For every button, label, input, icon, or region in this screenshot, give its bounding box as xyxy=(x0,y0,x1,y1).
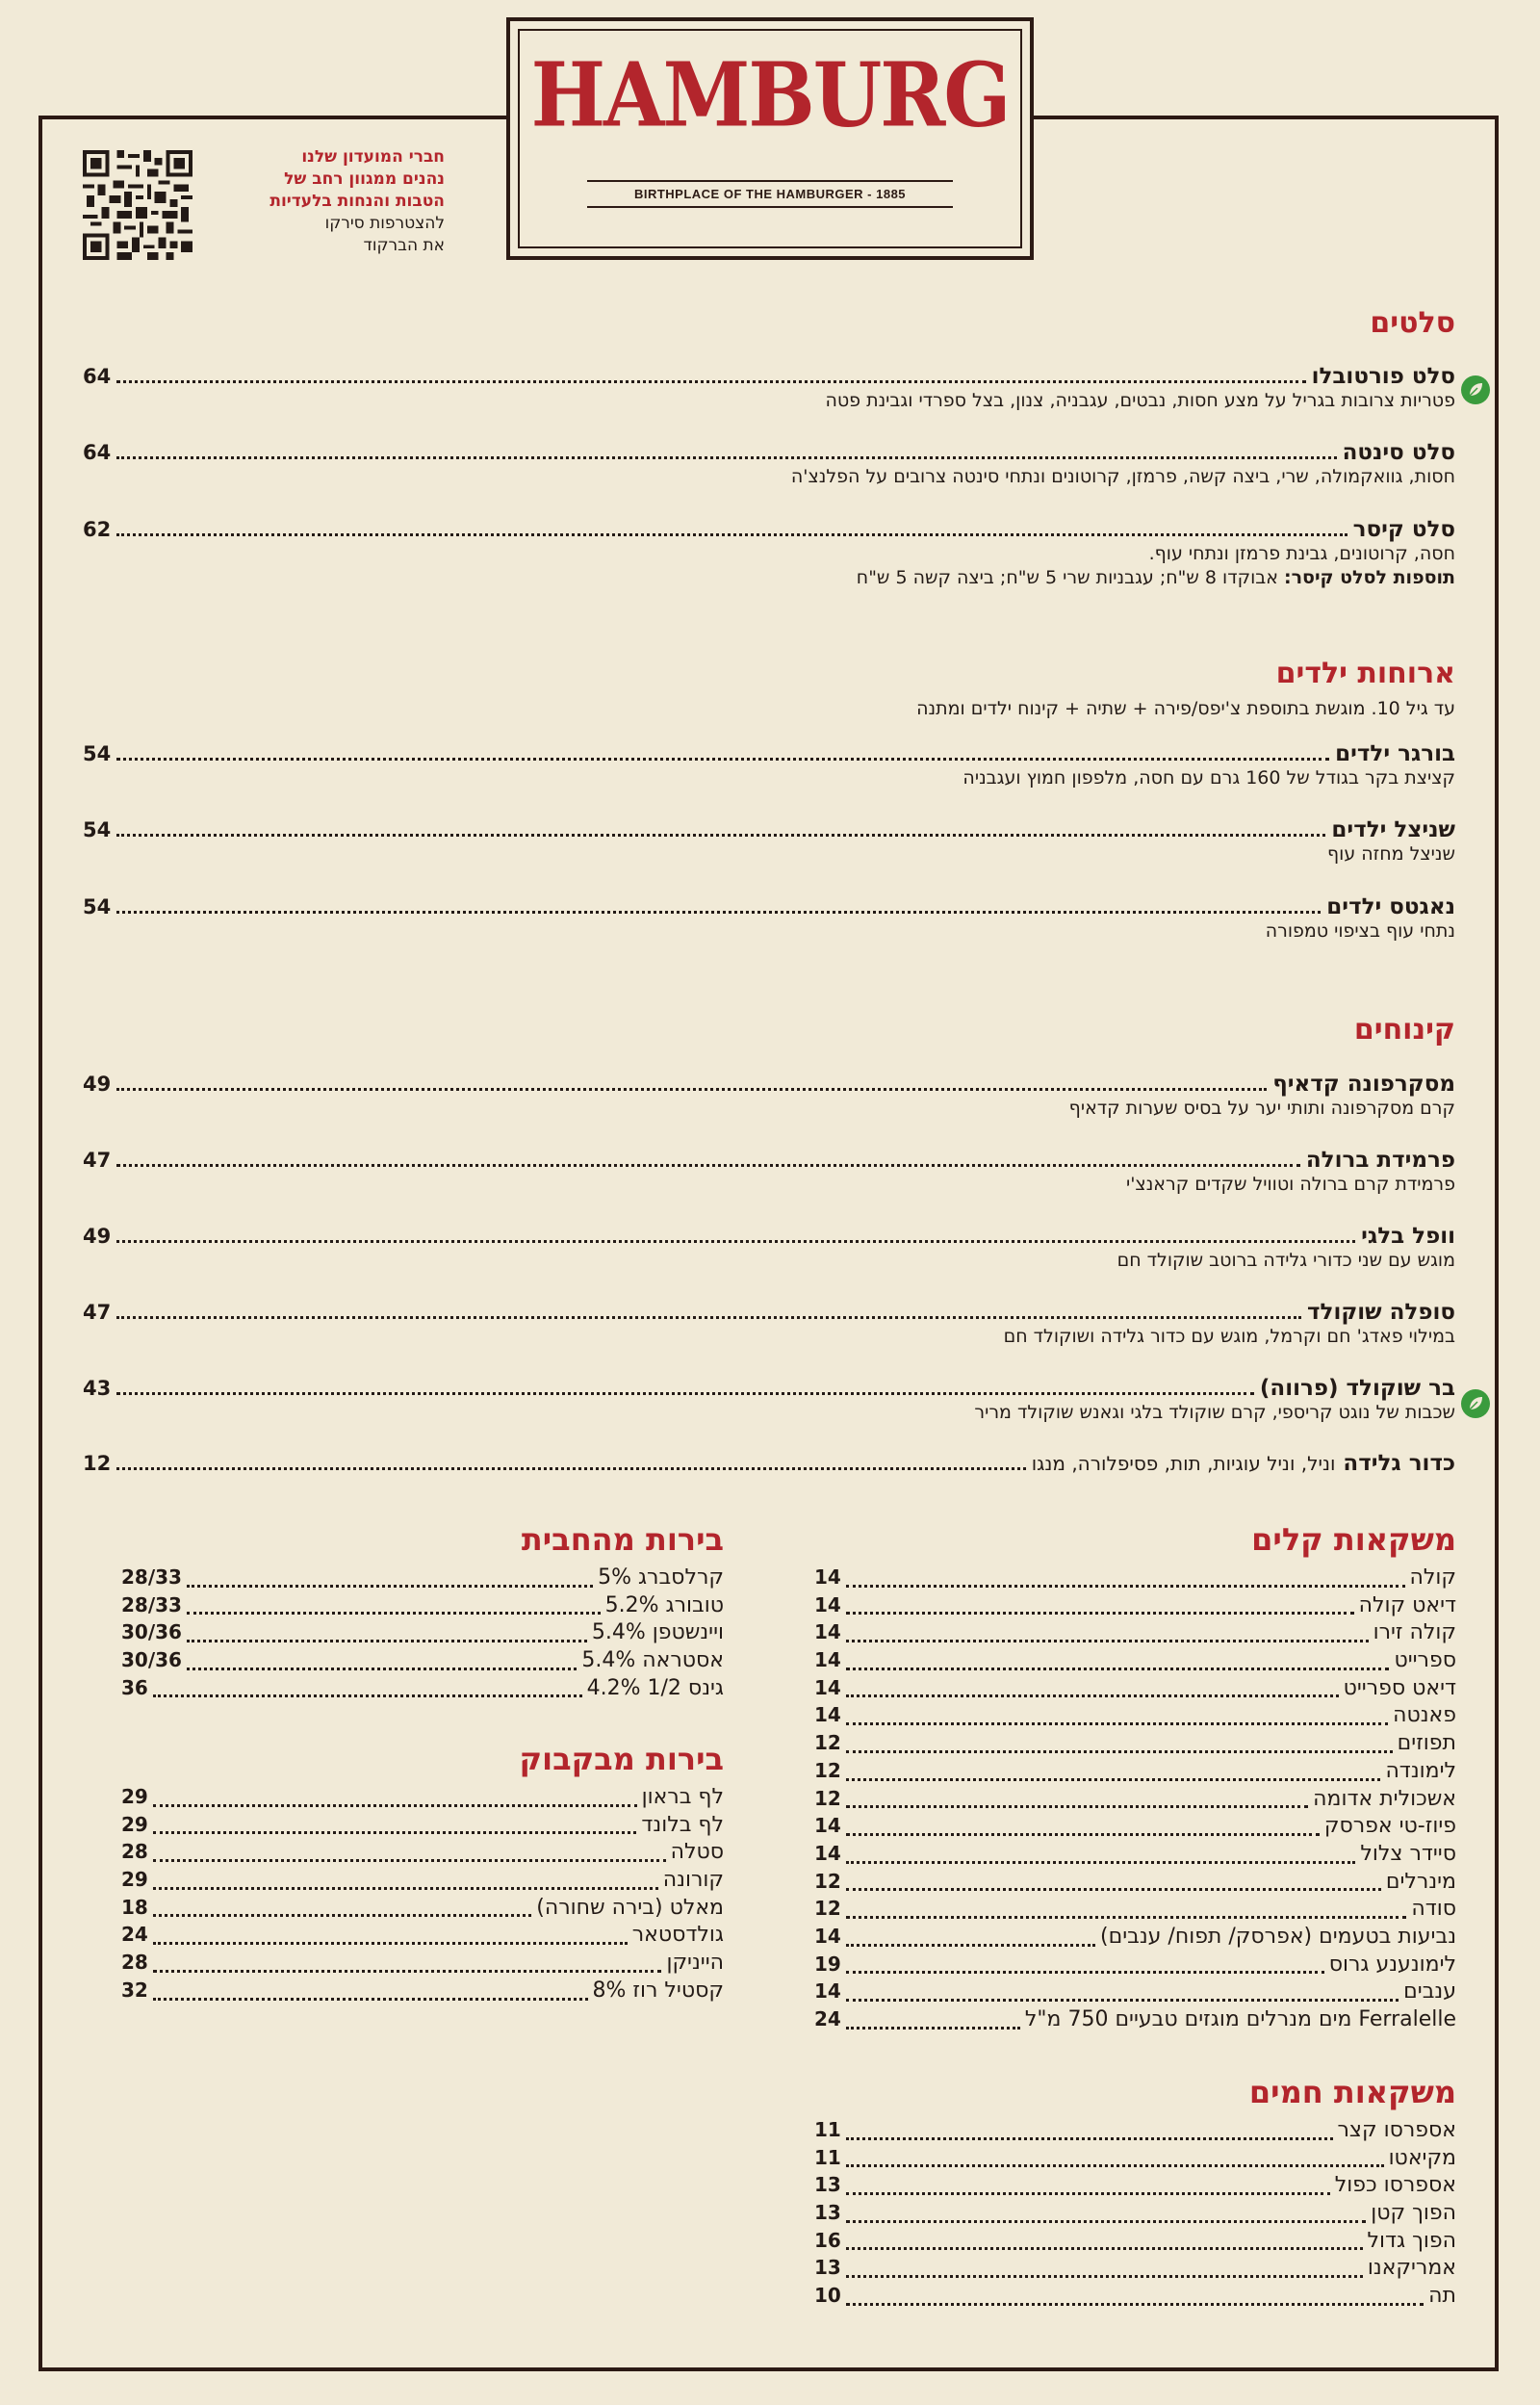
drink-name: אמריקאנו xyxy=(1367,2256,1456,2281)
drink-item xyxy=(814,1565,1456,1593)
section-subtitle xyxy=(83,697,1455,721)
drink-price: 36 xyxy=(121,1675,148,1699)
drink-item xyxy=(814,1703,1456,1731)
drink-price: 24 xyxy=(814,2007,841,2030)
item-price: 54 xyxy=(83,895,112,918)
drink-name: פאנטה xyxy=(1393,1703,1456,1728)
dot-leader xyxy=(846,1805,1308,1808)
drink-price: 10 xyxy=(814,2284,841,2308)
dot-leader xyxy=(846,1861,1356,1864)
drink-name: הפוך קטן xyxy=(1371,2201,1456,2226)
drink-item xyxy=(121,1593,724,1621)
club-promo xyxy=(214,146,445,257)
drink-item xyxy=(121,1840,724,1868)
dot-leader xyxy=(846,1612,1354,1615)
menu-item xyxy=(83,817,1455,866)
drink-item xyxy=(814,1842,1456,1870)
drink-name: ויינשטפן 5.4% xyxy=(591,1620,724,1645)
drink-item xyxy=(814,1676,1456,1704)
dot-leader xyxy=(153,1694,582,1697)
soft-drinks-list xyxy=(814,1565,1456,2035)
drink-item xyxy=(814,1648,1456,1676)
drink-price: 14 xyxy=(814,1814,841,1838)
section-title-draft-beers: בירות מהחבית xyxy=(521,1521,724,1558)
logo-tagline: BIRTHPLACE OF THE HAMBURGER - 1885 xyxy=(633,187,907,201)
item-name: פרמידת ברולה xyxy=(1305,1148,1455,1173)
draft-beers-list xyxy=(121,1565,724,1703)
dot-leader xyxy=(153,1804,637,1807)
drink-price: 12 xyxy=(814,1758,841,1782)
dot-leader xyxy=(846,1722,1388,1725)
item-description: פטריות צרובות בגריל על מצע חסות, נבטים, עגבניה, צנון, בצל ספרדי וגבינת פטה xyxy=(825,390,1455,411)
dot-leader xyxy=(846,1944,1095,1947)
drink-price: 30/36 xyxy=(121,1648,182,1672)
drink-name: לימונענע גרוס xyxy=(1328,1952,1456,1977)
soft-drinks-column xyxy=(814,1521,1456,2035)
drink-price: 16 xyxy=(814,2228,841,2252)
drink-price: 28 xyxy=(121,1951,148,1975)
drink-item xyxy=(814,2229,1456,2257)
item-price: 12 xyxy=(83,1452,112,1475)
dot-leader xyxy=(116,911,1321,914)
kids-subtitle: עד גיל 10. מוגשת בתוספת צ'יפס/פירה + שתיה + קינוח ילדים ומתנה xyxy=(916,698,1455,719)
drink-item xyxy=(121,1868,724,1896)
drink-price: 28 xyxy=(121,1840,148,1864)
drink-item xyxy=(814,1731,1456,1759)
club-line: נהנים ממגוון רחב של xyxy=(284,169,445,189)
dot-leader xyxy=(846,2303,1424,2306)
item-description: מוגש עם שני כדורי גלידה ברוטב שוקולד חם xyxy=(1116,1250,1455,1271)
drink-name: מקיאטו xyxy=(1388,2145,1456,2170)
drink-item xyxy=(121,1620,724,1648)
drink-name: גינס 1/2 4.2% xyxy=(586,1675,724,1700)
drink-item xyxy=(121,1565,724,1593)
item-price: 49 xyxy=(83,1225,112,1248)
drink-price: 12 xyxy=(814,1731,841,1755)
drink-item xyxy=(814,1814,1456,1842)
drink-price: 14 xyxy=(814,1648,841,1672)
drink-price: 13 xyxy=(814,2256,841,2280)
menu-item xyxy=(83,1451,1455,1476)
item-description: חסות, גוואקמולה, שרי, ביצה קשה, פרמזן, קרוטונים ונתחי סינטה צרובים על הפלנצ'ה xyxy=(790,466,1455,487)
drink-name: הפוך גדול xyxy=(1367,2228,1456,2253)
drink-item xyxy=(814,1979,1456,2007)
hot-drinks-column xyxy=(814,2074,1456,2312)
dot-leader xyxy=(187,1640,587,1642)
drink-item xyxy=(814,2201,1456,2229)
dot-leader xyxy=(153,1942,628,1945)
menu-item xyxy=(83,440,1455,489)
menu-item xyxy=(83,1148,1455,1197)
dot-leader xyxy=(116,758,1329,761)
dot-leader xyxy=(116,533,1347,536)
vegan-leaf-icon xyxy=(1461,1389,1490,1418)
drink-item xyxy=(814,1897,1456,1925)
item-price: 49 xyxy=(83,1073,112,1096)
dot-leader xyxy=(846,1888,1381,1891)
dot-leader xyxy=(153,1970,662,1973)
drink-item xyxy=(814,2007,1456,2035)
drink-item xyxy=(814,2284,1456,2312)
item-description: נתחי עוף בציפוי טמפורה xyxy=(1265,920,1455,942)
item-price: 64 xyxy=(83,365,112,388)
drink-name: Ferralelle מים מנרלים מוגזים טבעיים 750 מ"ל xyxy=(1024,2007,1456,2031)
dot-leader xyxy=(846,2220,1366,2223)
dot-leader xyxy=(846,2164,1384,2167)
item-description: קרם מסקרפונה ותותי יער על בסיס שערות קדאיף xyxy=(1068,1098,1455,1119)
dot-leader xyxy=(153,1887,658,1890)
dot-leader xyxy=(846,1640,1369,1642)
dot-leader xyxy=(116,1240,1355,1243)
club-line: חברי המועדון שלנו xyxy=(301,147,445,167)
drink-price: 12 xyxy=(814,1897,841,1921)
item-name: מסקרפונה קדאיף xyxy=(1272,1072,1455,1097)
item-name: וופל בלגי xyxy=(1361,1224,1455,1249)
drink-name: תפוזים xyxy=(1397,1731,1456,1756)
menu-item xyxy=(83,741,1455,790)
dot-leader xyxy=(846,1916,1407,1919)
drink-price: 14 xyxy=(814,1565,841,1589)
drink-price: 14 xyxy=(814,1592,841,1616)
section-title-soft-drinks: משקאות קלים xyxy=(1251,1521,1456,1558)
logo-divider xyxy=(587,206,953,208)
drink-price: 13 xyxy=(814,2201,841,2225)
drink-price: 12 xyxy=(814,1869,841,1893)
drink-name: אספרסו כפול xyxy=(1334,2173,1456,2198)
dot-leader xyxy=(153,1914,531,1917)
dot-leader xyxy=(846,2027,1020,2030)
drink-price: 19 xyxy=(814,1952,841,1976)
drink-price: 30/36 xyxy=(121,1620,182,1644)
menu-item xyxy=(83,1072,1455,1121)
dot-leader xyxy=(116,1392,1254,1395)
drink-item xyxy=(814,1870,1456,1898)
dot-leader xyxy=(846,1694,1339,1697)
drink-item xyxy=(814,2173,1456,2201)
item-description: במילוי פאדג' חם וקרמל, מוגש עם כדור גלידה ושוקולד חם xyxy=(1003,1326,1455,1347)
dot-leader xyxy=(846,2247,1363,2250)
item-description: פרמידת קרם ברולה וטוויל שקדים קראנצ'י xyxy=(1125,1174,1455,1195)
item-description: שכבות של נוגט קריספי, קרם שוקולד בלגי וגאנש שוקולד מריר xyxy=(974,1402,1455,1423)
item-name: בר שוקולד (פרווה) xyxy=(1259,1376,1455,1401)
drink-name: סיידר צלול xyxy=(1360,1841,1456,1866)
drink-price: 28/33 xyxy=(121,1565,182,1589)
drink-item xyxy=(814,1925,1456,1952)
item-inline-description: וניל, וניל עוגיות, תות, פסיפלורה, מנגו xyxy=(1031,1452,1336,1475)
dot-leader xyxy=(846,2137,1333,2140)
drink-price: 14 xyxy=(814,1675,841,1699)
drink-name: אספרסו קצר xyxy=(1337,2118,1456,2142)
drink-item xyxy=(814,1787,1456,1815)
hot-drinks-list xyxy=(814,2118,1456,2312)
club-line: הטבות והנחות בלעדיות xyxy=(270,192,445,211)
drink-item xyxy=(121,1923,724,1951)
drink-item xyxy=(814,1593,1456,1621)
drink-name: הייניקן xyxy=(666,1951,724,1976)
club-line: את הברקוד xyxy=(363,236,445,255)
item-name: סלט קיסר xyxy=(1352,517,1455,542)
drink-price: 28/33 xyxy=(121,1592,182,1616)
item-price: 64 xyxy=(83,441,112,464)
item-price: 54 xyxy=(83,742,112,765)
drink-item xyxy=(814,1759,1456,1787)
drink-name: סודה xyxy=(1411,1897,1456,1922)
drink-item xyxy=(121,1896,724,1924)
drink-price: 24 xyxy=(121,1923,148,1947)
drink-name: דיאט קולה xyxy=(1358,1592,1456,1617)
drink-price: 14 xyxy=(814,1924,841,1948)
menu-item xyxy=(83,894,1455,944)
drink-price: 14 xyxy=(814,1841,841,1865)
menu-item xyxy=(83,1376,1455,1425)
section-title-desserts: קינוחים xyxy=(1353,1013,1455,1047)
drink-name: לף בראון xyxy=(641,1785,724,1809)
drink-name: נביעות בטעמים (אפרסק/ תפוח/ ענבים) xyxy=(1100,1924,1456,1949)
menu-item xyxy=(83,364,1455,413)
logo-divider xyxy=(587,180,953,182)
item-name: סופלה שוקולד xyxy=(1307,1300,1455,1325)
drink-name: דיאט ספרייט xyxy=(1343,1675,1456,1700)
drink-name: מינרלים xyxy=(1385,1869,1456,1894)
item-price: 62 xyxy=(83,518,112,541)
drink-name: קולה זירו xyxy=(1373,1620,1456,1645)
drink-price: 14 xyxy=(814,1703,841,1727)
item-name: סלט פורטובלו xyxy=(1311,364,1455,389)
drink-name: ספרייט xyxy=(1394,1648,1456,1673)
bottled-beers-list xyxy=(121,1785,724,2006)
item-price: 43 xyxy=(83,1377,112,1400)
dot-leader xyxy=(187,1668,577,1670)
dot-leader xyxy=(846,1833,1320,1836)
drink-name: אסטראה 5.4% xyxy=(581,1648,724,1673)
dot-leader xyxy=(116,834,1325,837)
item-description: שניצל מחזה עוף xyxy=(1327,843,1455,865)
drink-price: 11 xyxy=(814,2118,841,2141)
dot-leader xyxy=(846,2192,1330,2195)
dot-leader xyxy=(846,1750,1393,1753)
drink-price: 29 xyxy=(121,1868,148,1892)
menu-item xyxy=(83,517,1455,590)
item-description: חסה, קרוטונים, גבינת פרמזן ונתחי עוף. xyxy=(1148,543,1455,564)
drink-item xyxy=(121,1785,724,1813)
dot-leader xyxy=(116,1164,1300,1167)
drink-price: 14 xyxy=(814,1979,841,2004)
dot-leader xyxy=(153,1859,666,1862)
drink-item xyxy=(814,1620,1456,1648)
dot-leader xyxy=(187,1585,593,1588)
dot-leader xyxy=(153,1998,588,2001)
dot-leader xyxy=(187,1612,601,1615)
drink-name: לימונדה xyxy=(1385,1758,1456,1783)
bottled-beers-column xyxy=(121,1741,724,2006)
drink-name: קסטיל רוז 8% xyxy=(592,1978,724,2003)
vegan-leaf-icon xyxy=(1461,375,1490,404)
drink-price: 32 xyxy=(121,1978,148,2002)
item-price: 47 xyxy=(83,1149,112,1172)
drink-name: פיוז-טי אפרסק xyxy=(1323,1814,1456,1839)
drink-name: מאלט (בירה שחורה) xyxy=(536,1895,724,1920)
drink-name: טובורג 5.2% xyxy=(604,1592,724,1617)
drink-name: קולה xyxy=(1409,1565,1456,1590)
drink-name: ענבים xyxy=(1403,1979,1456,2004)
club-line: להצטרפות סירקו xyxy=(324,214,445,233)
extras-text: אבוקדו 8 ש"ח; עגבניות שרי 5 ש"ח; ביצה קשה 5 ש"ח xyxy=(856,567,1284,588)
item-description: קציצת בקר בגודל של 160 גרם עם חסה, מלפפון חמוץ ועגבניה xyxy=(962,767,1455,789)
dot-leader xyxy=(846,1999,1399,2002)
drink-price: 14 xyxy=(814,1620,841,1644)
drink-price: 11 xyxy=(814,2145,841,2169)
drink-name: קרלסברג 5% xyxy=(598,1565,724,1590)
drink-item xyxy=(121,1648,724,1676)
dot-leader xyxy=(846,1585,1405,1588)
dot-leader xyxy=(153,1831,637,1834)
drink-price: 12 xyxy=(814,1786,841,1810)
item-price: 47 xyxy=(83,1301,112,1324)
dot-leader xyxy=(846,2275,1363,2278)
drink-item xyxy=(121,1676,724,1704)
menu-item xyxy=(83,1300,1455,1349)
drink-name: קורונה xyxy=(662,1868,724,1893)
logo-wordmark: HAMBURG xyxy=(530,43,1010,147)
drink-item xyxy=(814,2146,1456,2174)
dot-leader xyxy=(116,1467,1025,1470)
item-name: שניצל ילדים xyxy=(1331,817,1455,842)
dot-leader xyxy=(846,1971,1324,1974)
drink-name: לף בלונד xyxy=(641,1812,724,1837)
section-title-hot-drinks: משקאות חמים xyxy=(1248,2074,1456,2110)
drink-item xyxy=(121,1978,724,2006)
drink-price: 18 xyxy=(121,1895,148,1919)
dot-leader xyxy=(116,1088,1267,1091)
item-price: 54 xyxy=(83,818,112,841)
dot-leader xyxy=(846,1778,1381,1781)
drink-item xyxy=(814,2118,1456,2146)
drink-price: 29 xyxy=(121,1785,148,1808)
dot-leader xyxy=(116,1316,1301,1319)
item-extras xyxy=(83,566,1455,590)
dot-leader xyxy=(116,380,1305,383)
drink-item xyxy=(814,1952,1456,1980)
dot-leader xyxy=(846,1668,1390,1670)
drink-item xyxy=(121,1951,724,1978)
section-title-salads: סלטים xyxy=(1370,306,1455,340)
extras-label: תוספות לסלט קיסר: xyxy=(1284,567,1455,588)
qr-code-icon[interactable] xyxy=(83,150,192,260)
drink-name: סטלה xyxy=(670,1840,724,1865)
item-name: נאגטס ילדים xyxy=(1326,894,1455,919)
drink-item xyxy=(121,1813,724,1841)
drink-name: תה xyxy=(1428,2284,1456,2309)
brand-logo xyxy=(506,17,1034,260)
section-title-kids: ארוחות ילדים xyxy=(1275,657,1455,690)
draft-beers-column xyxy=(121,1521,724,1703)
item-name: סלט סינטה xyxy=(1342,440,1455,465)
drink-price: 13 xyxy=(814,2173,841,2197)
drink-item xyxy=(814,2256,1456,2284)
drink-price: 29 xyxy=(121,1812,148,1836)
item-name: כדור גלידה xyxy=(1343,1451,1455,1476)
drink-name: גולדסטאר xyxy=(631,1923,724,1948)
dot-leader xyxy=(116,456,1336,459)
section-title-bottled-beers: בירות מבקבוק xyxy=(519,1741,724,1777)
menu-item xyxy=(83,1224,1455,1273)
drink-name: אשכולית אדומה xyxy=(1313,1786,1456,1811)
item-name: בורגר ילדים xyxy=(1335,741,1455,766)
